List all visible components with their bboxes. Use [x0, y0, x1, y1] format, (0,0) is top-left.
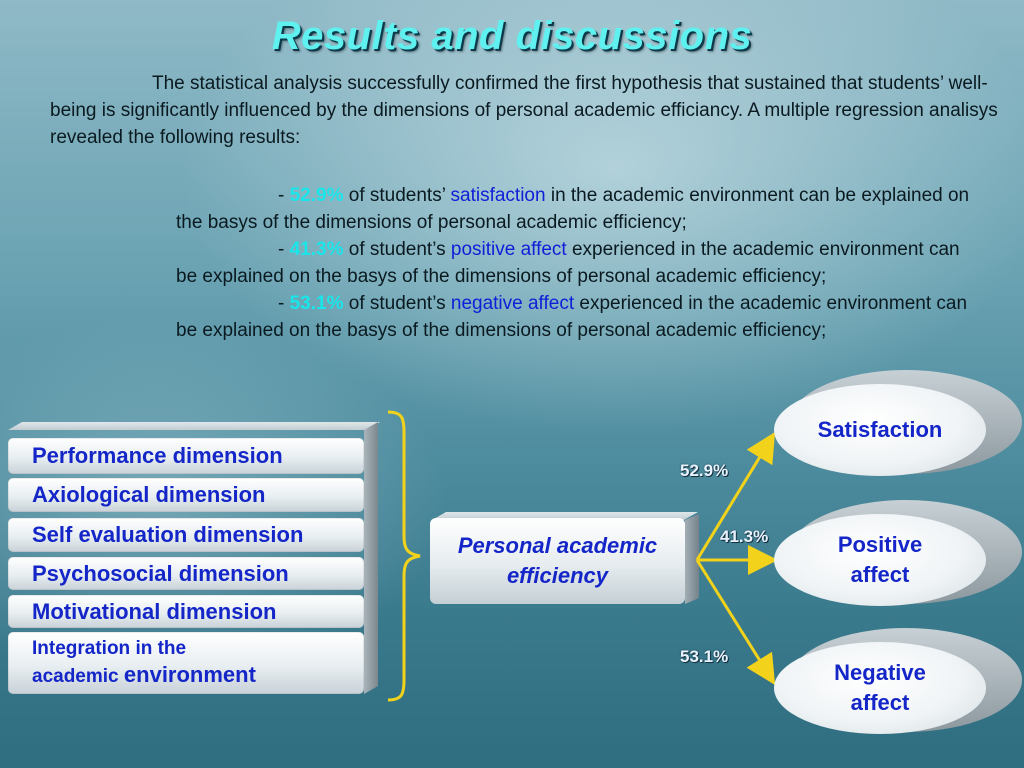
- result-text: of students’: [343, 185, 451, 206]
- result-keyword: satisfaction: [450, 185, 546, 206]
- integration-word-academic: academic: [32, 666, 119, 687]
- outcome-label-line-1: Satisfaction: [817, 417, 943, 442]
- result-percentage: 52.9%: [289, 185, 344, 206]
- center-line-2: efficiency: [506, 563, 609, 588]
- bullet-dash: -: [278, 239, 290, 260]
- dimension-label: Performance dimension: [32, 443, 283, 468]
- dimension-label: Self evaluation dimension: [32, 522, 304, 547]
- dimension-label: Psychosocial dimension: [32, 560, 289, 586]
- outcome-ellipse: [774, 514, 986, 606]
- integration-line-1: Integration in the: [32, 638, 187, 659]
- integration-word-environment: environment: [123, 662, 256, 687]
- result-text: experienced in the academic environment can be explained on the basys of the dimensions of personal academic efficiency;: [176, 293, 968, 341]
- result-percentage: 53.1%: [289, 293, 344, 314]
- outcome-label-line-2: affect: [850, 562, 910, 587]
- dimension-label: Motivational dimension: [32, 598, 277, 624]
- outcome-label-line-2: affect: [850, 690, 910, 715]
- coefficient-label-satisfaction: 52.9%: [680, 461, 729, 480]
- result-text: in the academic environment can be explained on the basys of the dimensions of personal academic efficiency;: [176, 185, 970, 233]
- result-text: of student’s: [343, 239, 451, 260]
- dimension-label: Axiological dimension: [32, 482, 266, 507]
- outcome-label-line-1: Negative: [834, 660, 926, 685]
- outcome-ellipse: [774, 384, 986, 476]
- center-line-1: Personal academic: [457, 533, 658, 558]
- slide-title: Results and discussions: [271, 14, 753, 58]
- coefficient-label-negative-affect: 53.1%: [680, 647, 729, 666]
- outcome-ellipse: [774, 642, 986, 734]
- result-keyword: positive affect: [450, 239, 567, 260]
- coefficient-label-positive-affect: 41.3%: [720, 527, 769, 546]
- result-percentage: 41.3%: [289, 239, 344, 260]
- result-text: of student’s: [343, 293, 451, 314]
- intro-paragraph: The statistical analysis successfully confirmed the first hypothesis that sustained that students’ well-being is significantly influenced by the dimensions of personal academic efficiancy. A multiple regression analisys revealed the following results:: [50, 73, 998, 148]
- bullet-dash: -: [278, 185, 290, 206]
- result-text: experienced in the academic environment can be explained on the basys of the dimensions of personal academic efficiency;: [176, 239, 960, 287]
- result-keyword: negative affect: [450, 293, 575, 314]
- bullet-dash: -: [278, 293, 290, 314]
- outcome-label-line-1: Positive: [837, 532, 923, 557]
